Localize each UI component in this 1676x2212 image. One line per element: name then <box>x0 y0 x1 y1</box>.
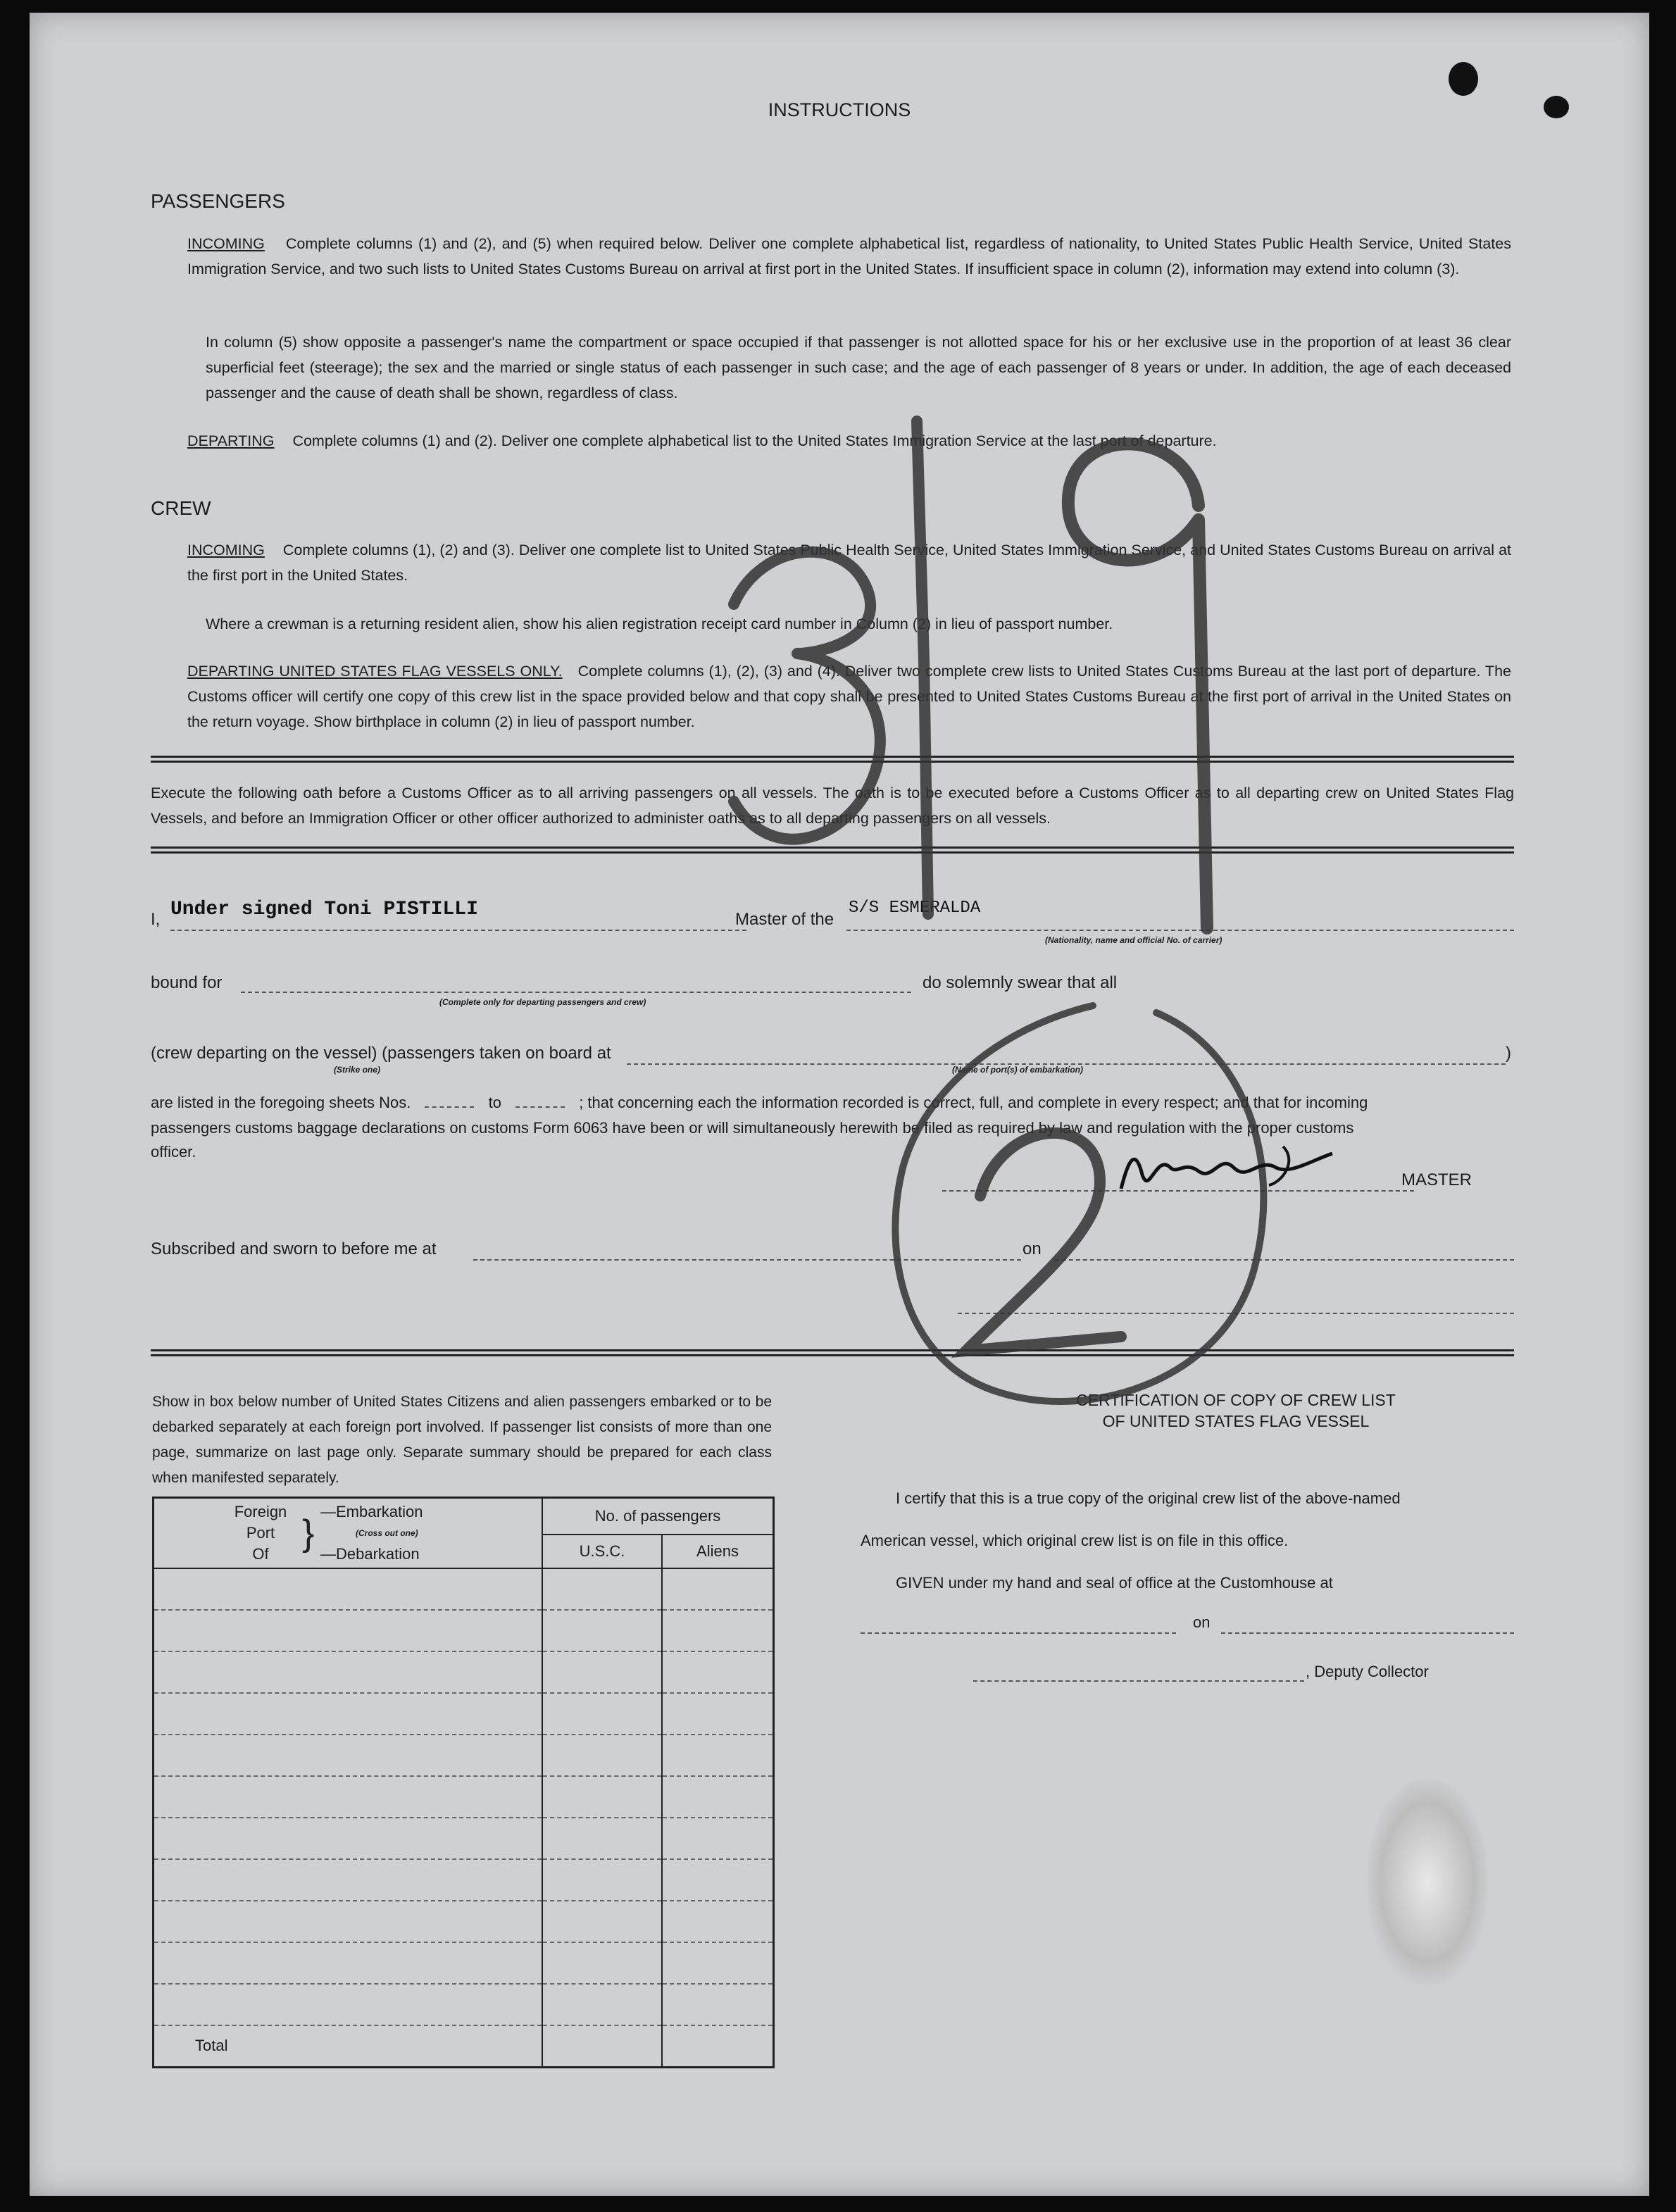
aliens-header: Aliens <box>662 1535 774 1568</box>
usc-cell[interactable] <box>542 1651 662 1693</box>
port-cell[interactable] <box>154 1651 543 1693</box>
passengers-incoming-label: INCOMING <box>187 235 265 252</box>
customhouse-place-field[interactable] <box>861 1632 1176 1634</box>
subscribed-label: Subscribed and sworn to before me at <box>151 1239 437 1258</box>
port-cell[interactable] <box>154 1610 543 1651</box>
embark-options[interactable] <box>320 1501 423 1565</box>
aliens-cell[interactable] <box>662 1651 774 1693</box>
master-name-line <box>170 930 746 931</box>
ink-blot <box>1544 96 1569 118</box>
certify-date-field[interactable] <box>1221 1632 1514 1634</box>
sworn-on-label: on <box>1023 1239 1042 1258</box>
crew-departing-label: DEPARTING UNITED STATES FLAG VESSELS ONLY. <box>187 663 563 680</box>
usc-cell[interactable] <box>542 1859 662 1901</box>
usc-cell[interactable] <box>542 1984 662 2025</box>
aliens-total-cell[interactable] <box>662 2025 774 2068</box>
vessel-name-field[interactable]: S/S ESMERALDA <box>849 899 981 918</box>
passengers-incoming-paragraph <box>187 231 1511 282</box>
passengers-departing-text: Complete columns (1) and (2). Deliver one complete alphabetical list to the United States Immigration Service at the last port of departure. <box>292 432 1217 449</box>
brace-icon: } <box>302 1513 315 1554</box>
deputy-label: , Deputy Collector <box>1306 1663 1429 1680</box>
certification-title-line-1: CERTIFICATION OF COPY OF CREW LIST <box>1076 1391 1396 1409</box>
ports-caption: (Name of port(s) of embarkation) <box>952 1065 1084 1075</box>
master-signature <box>1107 1132 1346 1210</box>
master-label: MASTER <box>1401 1170 1472 1189</box>
usc-header: U.S.C. <box>542 1535 662 1568</box>
certification-title-line-2: OF UNITED STATES FLAG VESSEL <box>1102 1412 1370 1430</box>
crew-departing-text: Complete columns (1), (2), (3) and (4). Deliver two complete crew lists to United States Customs Bureau at the last port of departure. The Customs officer will certify one copy of this crew list in the space provided below and that copy shall be presented to United States Customs Bureau at the first port of arrival in the United States on the return voyage. Show birthplace in column (2) in lieu of passport number. <box>187 663 1511 730</box>
aliens-cell[interactable] <box>662 1818 774 1859</box>
embarkation-option[interactable]: —Embarkation <box>320 1503 423 1520</box>
aliens-cell[interactable] <box>662 1984 774 2025</box>
usc-cell[interactable] <box>542 1818 662 1859</box>
oath-i-label: I, <box>151 910 161 929</box>
bound-for-field[interactable] <box>241 992 911 993</box>
bound-for-label: bound for <box>151 973 223 992</box>
crew-heading: CREW <box>151 497 211 519</box>
foreign-label: Foreign <box>234 1503 287 1520</box>
to-label: to <box>488 1094 501 1111</box>
embossed-seal <box>1368 1780 1487 1985</box>
handwritten-number <box>706 379 1241 942</box>
port-cell[interactable] <box>154 1901 543 1942</box>
page-title: INSTRUCTIONS <box>768 99 911 120</box>
of-label: Of <box>252 1545 269 1563</box>
port-header-label <box>222 1501 299 1565</box>
strike-caption: (Strike one) <box>334 1065 381 1075</box>
debarkation-option[interactable]: —Debarkation <box>320 1545 420 1563</box>
master-name-field[interactable]: Under signed Toni PISTILLI <box>170 899 478 920</box>
aliens-cell[interactable] <box>662 1568 774 1610</box>
usc-cell[interactable] <box>542 1568 662 1610</box>
document-page <box>30 13 1649 2196</box>
usc-cell[interactable] <box>542 1776 662 1818</box>
port-cell[interactable] <box>154 1776 543 1818</box>
no-passengers-header: No. of passengers <box>542 1498 774 1535</box>
aliens-cell[interactable] <box>662 1610 774 1651</box>
cross-out-caption: (Cross out one) <box>356 1528 418 1538</box>
aliens-cell[interactable] <box>662 1776 774 1818</box>
usc-cell[interactable] <box>542 1693 662 1735</box>
passengers-departing-label: DEPARTING <box>187 432 275 449</box>
usc-cell[interactable] <box>542 1901 662 1942</box>
usc-total-cell[interactable] <box>542 2025 662 2068</box>
certify-line-1: I certify that this is a true copy of the original crew list of the above-named <box>896 1489 1401 1507</box>
port-cell[interactable] <box>154 1735 543 1776</box>
deputy-signature-field[interactable] <box>973 1680 1304 1682</box>
bound-caption: (Complete only for departing passengers and crew) <box>439 997 646 1007</box>
certify-line-3: GIVEN under my hand and seal of office at the Customhouse at <box>896 1574 1333 1592</box>
port-cell[interactable] <box>154 1942 543 1984</box>
aliens-cell[interactable] <box>662 1942 774 1984</box>
port-cell[interactable] <box>154 1818 543 1859</box>
crew-incoming-text: Complete columns (1), (2) and (3). Deliver one complete list to United States Public Health Service, United States Immigration Service, and United States Customs Bureau on arrival at the first port in the United States. <box>187 542 1511 584</box>
aliens-cell[interactable] <box>662 1735 774 1776</box>
port-cell[interactable] <box>154 1693 543 1735</box>
usc-cell[interactable] <box>542 1735 662 1776</box>
passenger-summary-table <box>152 1496 775 2068</box>
master-of-label: Master of the <box>735 910 834 929</box>
swear-text: do solemnly swear that all <box>923 973 1118 992</box>
aliens-cell[interactable] <box>662 1693 774 1735</box>
listed-text-4: officer. <box>151 1143 196 1161</box>
sheet-from-field[interactable] <box>425 1106 474 1108</box>
certify-line-2: American vessel, which original crew list is on file in this office. <box>861 1532 1289 1549</box>
passengers-heading: PASSENGERS <box>151 190 285 212</box>
crew-passengers-text: (crew departing on the vessel) (passengers taken on board at <box>151 1044 611 1063</box>
certify-on-label: on <box>1193 1613 1211 1631</box>
usc-cell[interactable] <box>542 1942 662 1984</box>
listed-text-2: ; that concerning each the information recorded is correct, full, and complete in every respect; and that for incoming <box>579 1094 1368 1111</box>
close-paren: ) <box>1506 1044 1511 1063</box>
crew-alien-paragraph: Where a crewman is a returning resident alien, show his alien registration receipt card number in Column (2) in lieu of passport number. <box>206 616 1113 632</box>
oath-intro: Execute the following oath before a Customs Officer as to all arriving passengers on all vessels. The oath is to be executed before a Customs Officer as to all departing crew on United States Flag Vessels, and before an Immigration Officer or other officer authorized to administer oaths as to all departing passengers on all vessels. <box>151 785 1514 827</box>
usc-cell[interactable] <box>542 1610 662 1651</box>
aliens-cell[interactable] <box>662 1901 774 1942</box>
summary-instructions: Show in box below number of United States Citizens and alien passengers embarked or to be debarked separately at each foreign port involved. If passenger list consists of more than one page, summarize on last page only. Separate summary should be prepared for each class when manifested separately. <box>152 1394 772 1486</box>
listed-text-3: passengers customs baggage declarations on customs Form 6063 have been or will simultaneously herewith be filed as required by law and regulation with the proper customs <box>151 1119 1354 1137</box>
port-cell[interactable] <box>154 1859 543 1901</box>
port-label: Port <box>246 1524 275 1542</box>
passengers-column5-paragraph: In column (5) show opposite a passenger's name the compartment or space occupied if that passenger is not allotted space for his or her exclusive use in the proportion of at least 36 clear superficial feet (steerage); the sex and the married or single status of each passenger in such case; and the age of each passenger of 8 years or under. In addition, the age of each deceased passenger and the cause of death shall be shown, regardless of class. <box>206 334 1511 401</box>
crew-incoming-label: INCOMING <box>187 542 265 558</box>
sheet-to-field[interactable] <box>515 1106 565 1108</box>
ink-blot <box>1449 62 1478 96</box>
nationality-caption: (Nationality, name and official No. of carrier) <box>1045 935 1222 945</box>
passengers-incoming-text: Complete columns (1) and (2), and (5) when required below. Deliver one complete alphabetical list, regardless of nationality, to United States Public Health Service, United States Immigration Service, and two such lists to United States Customs Bureau on arrival at first port in the United States. If insufficient space in column (2), information may extend into column (3). <box>187 235 1511 277</box>
port-header-cell <box>154 1498 543 1568</box>
port-cell[interactable] <box>154 1568 543 1610</box>
total-label: Total <box>195 2037 228 2055</box>
listed-text-1: are listed in the foregoing sheets Nos. <box>151 1094 411 1111</box>
port-cell[interactable] <box>154 1984 543 2025</box>
aliens-cell[interactable] <box>662 1859 774 1901</box>
